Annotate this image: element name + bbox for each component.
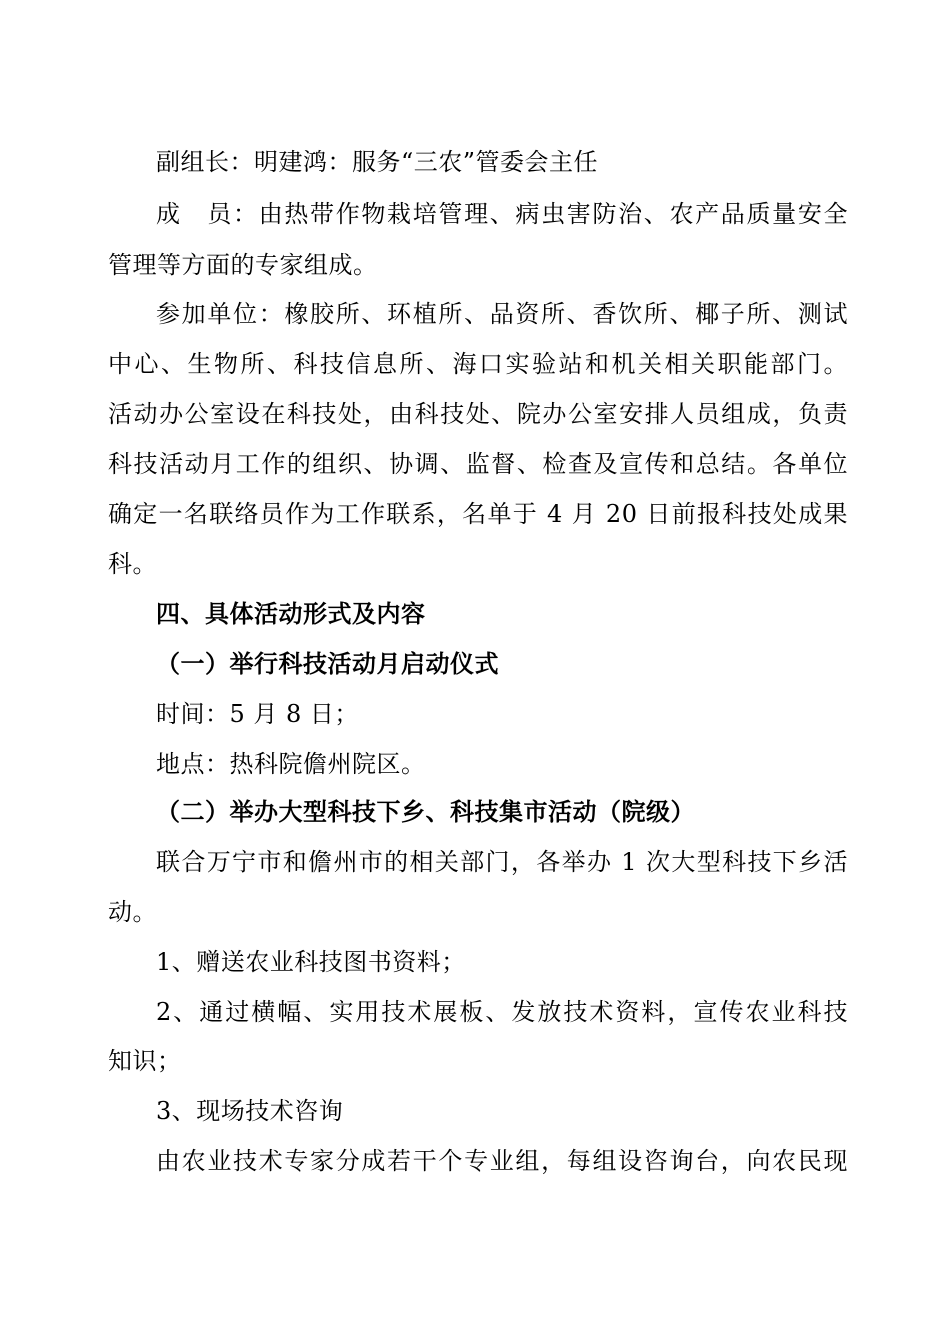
- members-line-cont: 管理等方面的专家组成。: [108, 251, 378, 279]
- item-3-line: 3、现场技术咨询: [156, 1097, 344, 1125]
- subsection-heading-2: （二）举办大型科技下乡、科技集市活动（院级）: [156, 797, 695, 826]
- deputy-leader-line: 副组长：明建鸿：服务“三农”管委会主任: [156, 148, 599, 176]
- section-heading-4: 四、具体活动形式及内容: [156, 599, 426, 628]
- time-line: 时间：5 月 8 日；: [156, 700, 359, 728]
- item-2-line: 2、通过横幅、实用技术展板、发放技术资料，宣传农业科技: [156, 998, 848, 1026]
- participating-units-line: 参加单位：橡胶所、环植所、品资所、香饮所、椰子所、测试: [156, 300, 848, 328]
- office-paragraph-line-3: 确定一名联络员作为工作联系，名单于 4 月 20 日前报科技处成果: [108, 500, 848, 528]
- item-1-line: 1、赠送农业科技图书资料；: [156, 948, 466, 976]
- members-line: 成 员：由热带作物栽培管理、病虫害防治、农产品质量安全: [156, 200, 848, 228]
- location-line: 地点：热科院儋州院区。: [156, 750, 426, 778]
- joint-activity-line-cont: 动。: [108, 898, 157, 926]
- item-2-line-cont: 知识；: [108, 1047, 182, 1075]
- office-paragraph-line-1: 活动办公室设在科技处，由科技处、院办公室安排人员组成，负责: [108, 400, 848, 428]
- joint-activity-line: 联合万宁市和儋州市的相关部门，各举办 1 次大型科技下乡活: [156, 848, 848, 876]
- office-paragraph-line-2: 科技活动月工作的组织、协调、监督、检查及宣传和总结。各单位: [108, 450, 848, 478]
- participating-units-line-cont: 中心、生物所、科技信息所、海口实验站和机关相关职能部门。: [108, 350, 848, 378]
- office-paragraph-line-4: 科。: [108, 550, 157, 578]
- subsection-heading-1: （一）举行科技活动月启动仪式: [156, 649, 499, 678]
- expert-consult-line: 由农业技术专家分成若干个专业组，每组设咨询台，向农民现: [156, 1147, 848, 1175]
